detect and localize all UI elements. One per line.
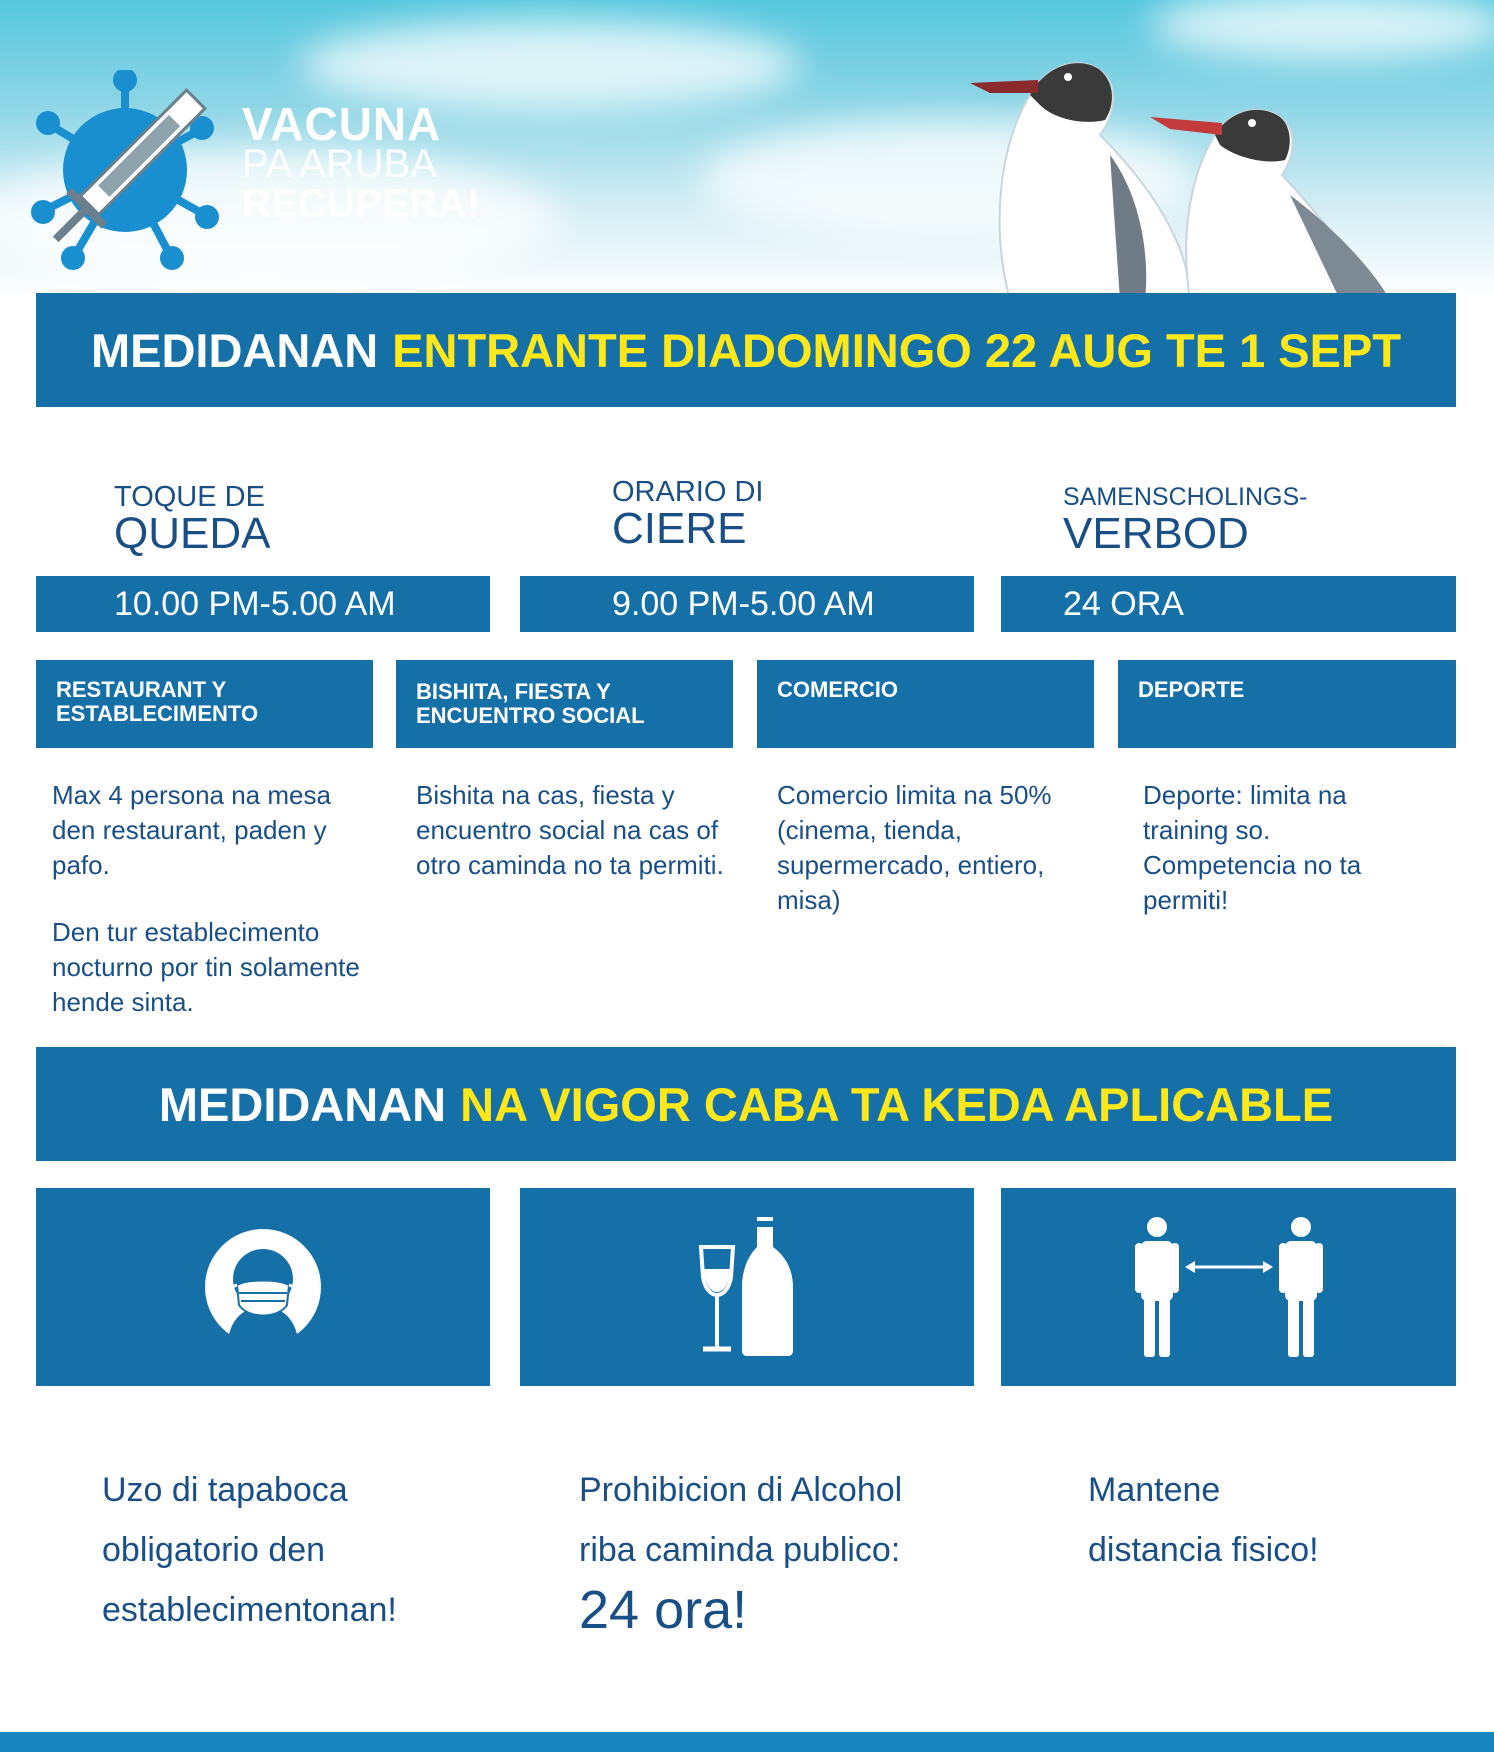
alcohol-measure-text (579, 1460, 902, 1640)
current-measures-banner (36, 1047, 1456, 1161)
closing-hours-title-line2: CIERE (612, 504, 747, 553)
mask-line-1: Uzo di tapaboca (102, 1471, 348, 1509)
banner2-highlight: NA VIGOR CABA TA KEDA APLICABLE (460, 1077, 1334, 1131)
seagulls-image (950, 25, 1450, 300)
restaurant-rule-1: Max 4 persona na mesa den restaurant, paden y pafo. (52, 780, 331, 880)
alcohol-line-2: riba caminda publico: (579, 1531, 901, 1569)
alcohol-line-3: 24 ora! (579, 1580, 748, 1640)
mask-measure-text (102, 1460, 397, 1640)
face-mask-icon (203, 1227, 323, 1347)
distance-line-2: distancia fisico! (1088, 1531, 1319, 1569)
gathering-ban-title-line2: VERBOD (1063, 509, 1249, 558)
footer-bar (0, 1732, 1494, 1752)
gathering-ban-title-line1: SAMENSCHOLINGS- (1063, 483, 1308, 511)
distance-measure-text (1088, 1460, 1319, 1580)
logo-line-3: RECUPERA! (242, 182, 480, 226)
campaign-logo-text (242, 98, 480, 226)
category-sport: DEPORTE (1118, 660, 1456, 748)
curfew-time: 10.00 PM-5.00 AM (36, 576, 490, 632)
commerce-rules (777, 778, 1087, 950)
curfew-title (114, 482, 270, 556)
mask-line-2: obligatorio den (102, 1531, 326, 1569)
category-social: BISHITA, FIESTA Y ENCUENTRO SOCIAL (396, 660, 733, 748)
banner-highlight: ENTRANTE DIADOMINGO 22 AUG TE 1 SEPT (392, 323, 1402, 377)
restaurant-rule-2: Den tur establecimento nocturno por tin solamente hende sinta. (52, 917, 360, 1017)
social-rule-1: Bishita na cas, fiesta y encuentro social na cas of otro caminda no ta permiti. (416, 780, 724, 880)
distance-measure-box (1001, 1188, 1456, 1386)
alcohol-icon (697, 1217, 797, 1357)
closing-hours-title-line1: ORARIO DI (612, 476, 764, 508)
category-restaurant: RESTAURANT Y ESTABLECIMENTO (36, 660, 373, 748)
upcoming-measures-banner (36, 293, 1456, 407)
alcohol-line-1: Prohibicion di Alcohol (579, 1471, 903, 1509)
curfew-title-line2: QUEDA (114, 509, 271, 558)
distancing-icon (1129, 1217, 1329, 1357)
logo-line-1: VACUNA (242, 98, 442, 150)
curfew-title-line1: TOQUE DE (114, 481, 265, 513)
sport-rule-1: Deporte: limita na training so. Competencia no ta permiti! (1143, 780, 1362, 915)
social-rules (416, 778, 726, 915)
sport-rules (1143, 778, 1403, 950)
alcohol-measure-box (520, 1188, 974, 1386)
banner2-prefix: MEDIDANAN (158, 1077, 447, 1131)
mask-line-3: establecimentonan! (102, 1591, 397, 1629)
closing-hours-time: 9.00 PM-5.00 AM (520, 576, 974, 632)
category-commerce: COMERCIO (757, 660, 1094, 748)
banner-prefix: MEDIDANAN (90, 323, 379, 377)
logo-line-2: PA ARUBA (242, 142, 437, 186)
mask-measure-box (36, 1188, 490, 1386)
vaccine-virus-logo-icon (30, 70, 220, 270)
commerce-rule-1: Comercio limita na 50% (cinema, tienda, supermercado, entiero, misa) (777, 780, 1052, 915)
closing-hours-title (612, 477, 763, 551)
restaurant-rules (52, 778, 362, 1052)
gathering-ban-title (1063, 482, 1307, 556)
distance-line-1: Mantene (1088, 1471, 1221, 1509)
gathering-ban-time: 24 ORA (1001, 576, 1456, 632)
